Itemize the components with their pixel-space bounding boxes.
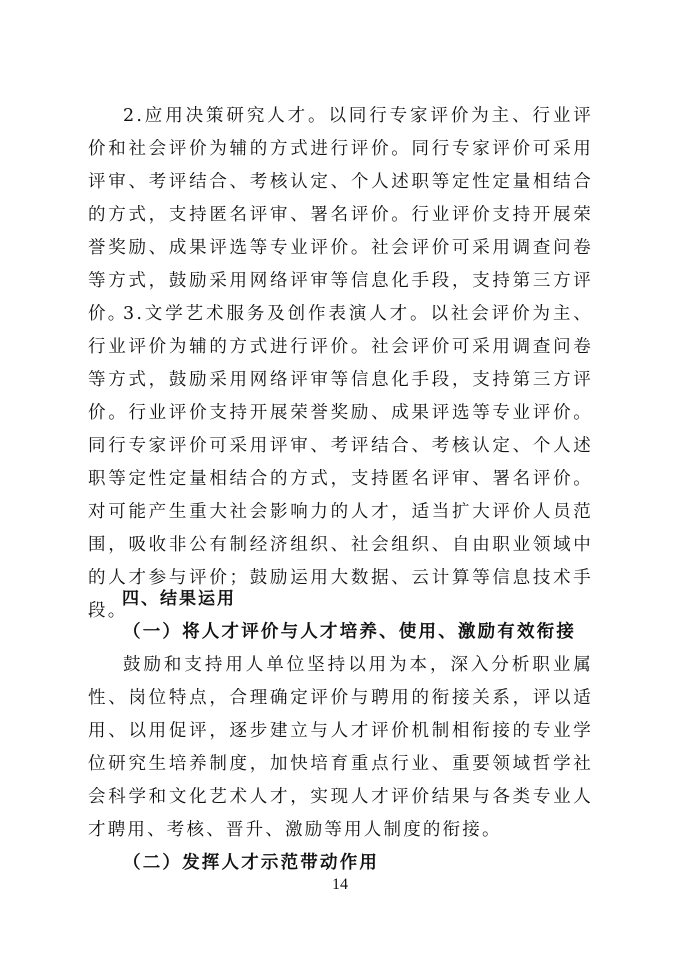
- paragraph-results-use: 鼓励和支持用人单位坚持以用为本，深入分析职业属性、岗位特点，合理确定评价与聘用的衔接关系，评以适用、以用促评，逐步建立与人才评价机制相衔接的专业学位研究生培养制度，加快培育重点行业、重要领域哲学社会科学和文化艺术人才，实现人才评价结果与各类专业人才聘用、考核、晋升、激励等用人制度的衔接。: [88, 655, 593, 840]
- subsection-heading-1: （一）将人才评价与人才培养、使用、激励有效衔接: [123, 622, 577, 642]
- page-number: 14: [332, 876, 348, 893]
- paragraph-arts-talent: 3.文学艺术服务及创作表演人才。以社会评价为主、行业评价为辅的方式进行评价。社会评价可采用调查问卷等方式，鼓励采用网络评审等信息化手段，支持第三方评价。行业评价支持开展荣誉奖励、成果评选等专业评价。同行专家评价可采用评审、考评结合、考核认定、个人述职等定性定量相结合的方式，支持匿名评审、署名评价。对可能产生重大社会影响力的人才，适当扩大评价人员范围，吸收非公有制经济组织、社会组织、自由职业领域中的人才参与评价；鼓励运用大数据、云计算等信息技术手段。: [88, 304, 593, 621]
- paragraph-applied-research-talent: 2.应用决策研究人才。以同行专家评价为主、行业评价和社会评价为辅的方式进行评价。同行专家评价可采用评审、考评结合、考核认定、个人述职等定性定量相结合的方式，支持匿名评审、署名评价。行业评价支持开展荣誉奖励、成果评选等专业评价。社会评价可采用调查问卷等方式，鼓励采用网络评审等信息化手段，支持第三方评价。: [88, 106, 593, 324]
- subsection-heading-2: （二）发挥人才示范带动作用: [123, 853, 380, 873]
- section-heading: 四、结果运用: [122, 589, 236, 609]
